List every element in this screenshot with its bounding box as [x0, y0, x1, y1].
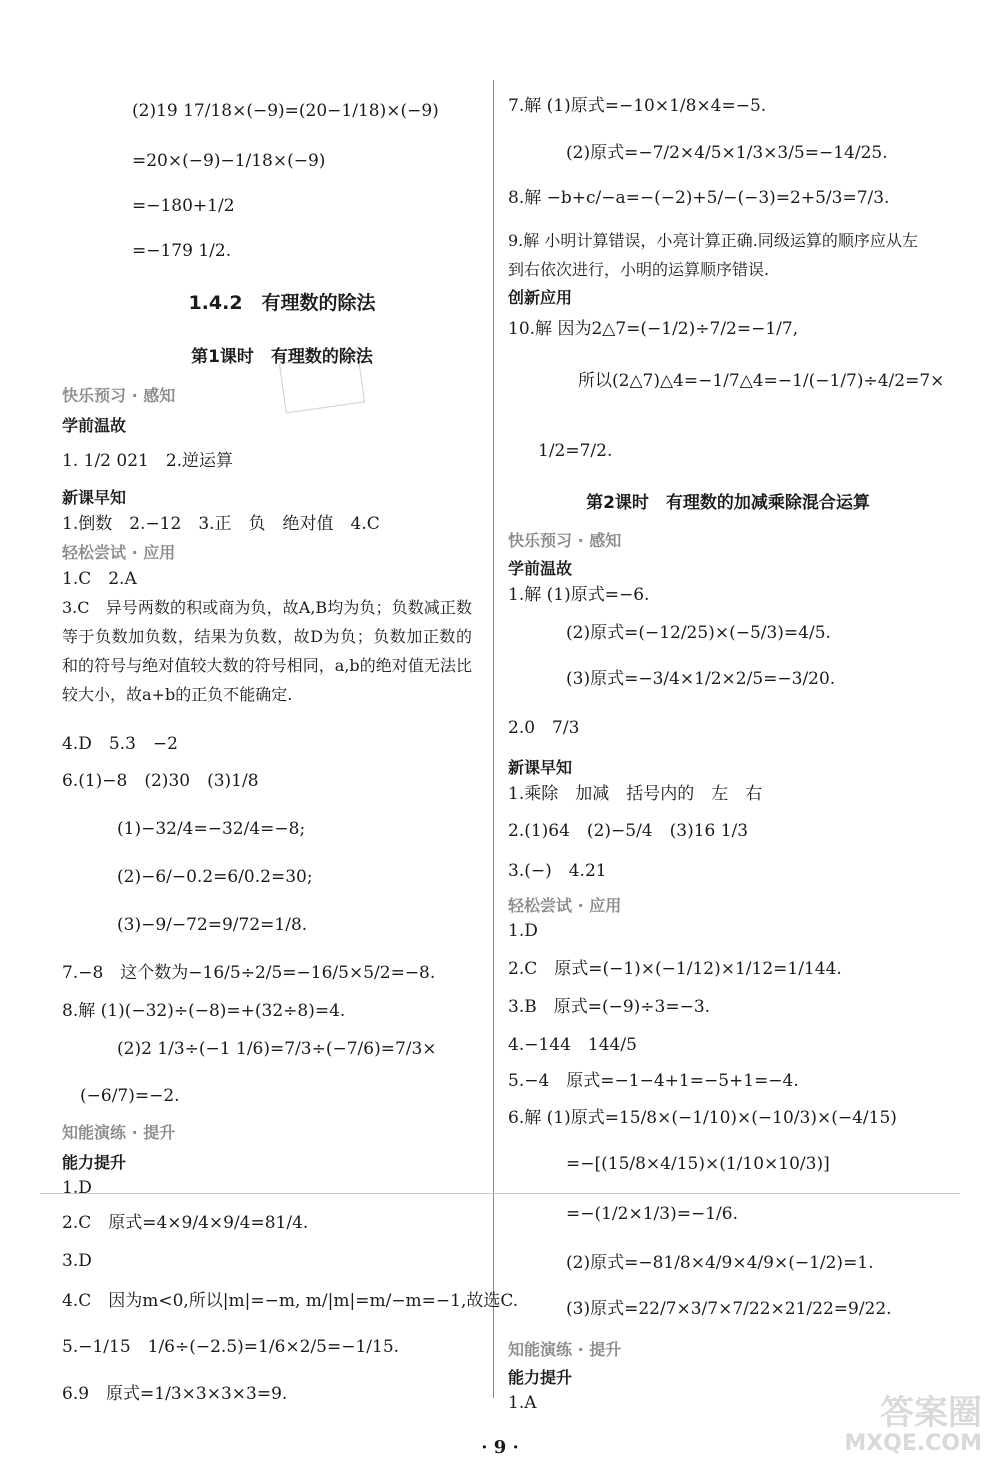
watermark-logo	[844, 1395, 982, 1457]
text-line: 1.D	[62, 1178, 92, 1198]
text-line: 6.9 原式=1/3×3×3×3=9.	[62, 1384, 288, 1404]
text-line: 1. 1/2 021 2.逆运算	[62, 451, 234, 471]
subsection-label: 新课早知	[62, 488, 127, 507]
subsection-label: 能力提升	[62, 1153, 127, 1172]
text-line: 2.0 7/3	[508, 718, 580, 738]
subsection-label: 能力提升	[508, 1368, 573, 1387]
text-line: 5.−4 原式=−1−4+1=−5+1=−4.	[508, 1071, 799, 1091]
section-heading: 1.4.2 有理数的除法	[188, 292, 376, 314]
lesson-heading: 第2课时 有理数的加减乘除混合运算	[586, 493, 870, 513]
left-column	[62, 0, 519, 1440]
text-line: 7.解 (1)原式=−10×1/8×4=−5.	[508, 96, 767, 116]
right-column	[508, 0, 948, 1440]
text-line: 7.−8 这个数为−16/5÷2/5=−16/5×5/2=−8.	[62, 963, 436, 983]
text-line: (2)−6/−0.2=6/0.2=30;	[117, 867, 313, 887]
text-line: (3)−9/−72=9/72=1/8.	[117, 915, 308, 935]
text-line: (2)原式=(−12/25)×(−5/3)=4/5.	[566, 623, 831, 643]
text-line: 5.−1/15 1/6÷(−2.5)=1/6×2/5=−1/15.	[62, 1337, 400, 1357]
watermark-text: 答案圈	[880, 1393, 982, 1433]
text-line: =−(1/2×1/3)=−1/6.	[566, 1204, 738, 1224]
text-line: =−180+1/2	[132, 196, 235, 216]
section-label: 快乐预习 · 感知	[62, 386, 176, 405]
page-number: · 9 ·	[481, 1437, 519, 1458]
watermark-url: MXQE.COM	[844, 1431, 982, 1456]
text-line: 3.D	[62, 1251, 92, 1271]
text-line: 1.A	[508, 1393, 537, 1413]
text-line: =−179 1/2.	[132, 241, 232, 261]
explanation-paragraph: 9.解 小明计算错误，小亮计算正确.同级运算的顺序应从左到右依次进行，小明的运算顺序错误.	[508, 231, 918, 279]
subsection-label: 新课早知	[508, 758, 573, 777]
text-line: 3.(−) 4.21	[508, 861, 607, 881]
text-line: 6.解 (1)原式=15/8×(−1/10)×(−10/3)×(−4/15)	[508, 1108, 897, 1128]
text-line: 4.−144 144/5	[508, 1035, 637, 1055]
text-line: =−[(15/8×4/15)×(1/10×10/3)]	[566, 1154, 830, 1174]
text-line: 1.C 2.A	[62, 569, 137, 589]
text-line: 3.B 原式=(−9)÷3=−3.	[508, 997, 711, 1017]
text-line: 6.(1)−8 (2)30 (3)1/8	[62, 771, 259, 791]
text-line: (2)原式=−7/2×4/5×1/3×3/5=−14/25.	[566, 143, 888, 163]
text-line: (2)19 17/18×(−9)=(20−1/18)×(−9)	[132, 101, 439, 121]
text-line: 8.解 −b+c/−a=−(−2)+5/−(−3)=2+5/3=7/3.	[508, 188, 890, 208]
text-line: =20×(−9)−1/18×(−9)	[132, 151, 326, 171]
text-line: (3)原式=22/7×3/7×7/22×21/22=9/22.	[566, 1299, 892, 1319]
text-line: 10.解 因为2△7=(−1/2)÷7/2=−1/7,	[508, 319, 799, 339]
text-line: 8.解 (1)(−32)÷(−8)=+(32÷8)=4.	[62, 1001, 346, 1021]
text-line: 1.解 (1)原式=−6.	[508, 585, 650, 605]
text-line: (−6/7)=−2.	[80, 1086, 180, 1106]
text-line: 1.乘除 加减 括号内的 左 右	[508, 784, 763, 804]
text-line: 1.D	[508, 921, 538, 941]
text-line: 2.C 原式=4×9/4×9/4=81/4.	[62, 1213, 309, 1233]
text-line: (2)原式=−81/8×4/9×4/9×(−1/2)=1.	[566, 1253, 874, 1273]
text-line: 4.C 因为m<0,所以|m|=−m, m/|m|=m/−m=−1,故选C.	[62, 1291, 519, 1311]
subsection-label: 创新应用	[508, 288, 573, 307]
explanation-paragraph: 3.C 异号两数的积或商为负，故A,B均为负；负数减正数等于负数加负数，结果为负数，故D为负；负数加正数的和的符号与绝对值较大数的符号相同，a,b的绝对值无法比较大小，故a+b的正负不能确定.	[62, 598, 472, 704]
text-line: 2.(1)64 (2)−5/4 (3)16 1/3	[508, 821, 749, 841]
text-line: 1.倒数 2.−12 3.正 负 绝对值 4.C	[62, 514, 380, 534]
text-line: (2)2 1/3÷(−1 1/6)=7/3÷(−7/6)=7/3×	[117, 1039, 437, 1059]
text-line: 所以(2△7)△4=−1/7△4=−1/(−1/7)÷4/2=7×	[578, 371, 945, 391]
subsection-label: 学前温故	[62, 416, 127, 435]
section-label: 知能演练 · 提升	[508, 1340, 622, 1359]
lesson-heading: 第1课时 有理数的除法	[191, 347, 373, 367]
section-label: 轻松尝试 · 应用	[62, 543, 176, 562]
section-label: 轻松尝试 · 应用	[508, 896, 622, 915]
subsection-label: 学前温故	[508, 559, 573, 578]
section-label: 快乐预习 · 感知	[508, 531, 622, 550]
section-label: 知能演练 · 提升	[62, 1123, 176, 1142]
text-line: (3)原式=−3/4×1/2×2/5=−3/20.	[566, 669, 836, 689]
text-line: 4.D 5.3 −2	[62, 734, 178, 754]
text-line: (1)−32/4=−32/4=−8;	[117, 819, 306, 839]
text-line: 2.C 原式=(−1)×(−1/12)×1/12=1/144.	[508, 959, 842, 979]
text-line: 1/2=7/2.	[538, 441, 613, 461]
